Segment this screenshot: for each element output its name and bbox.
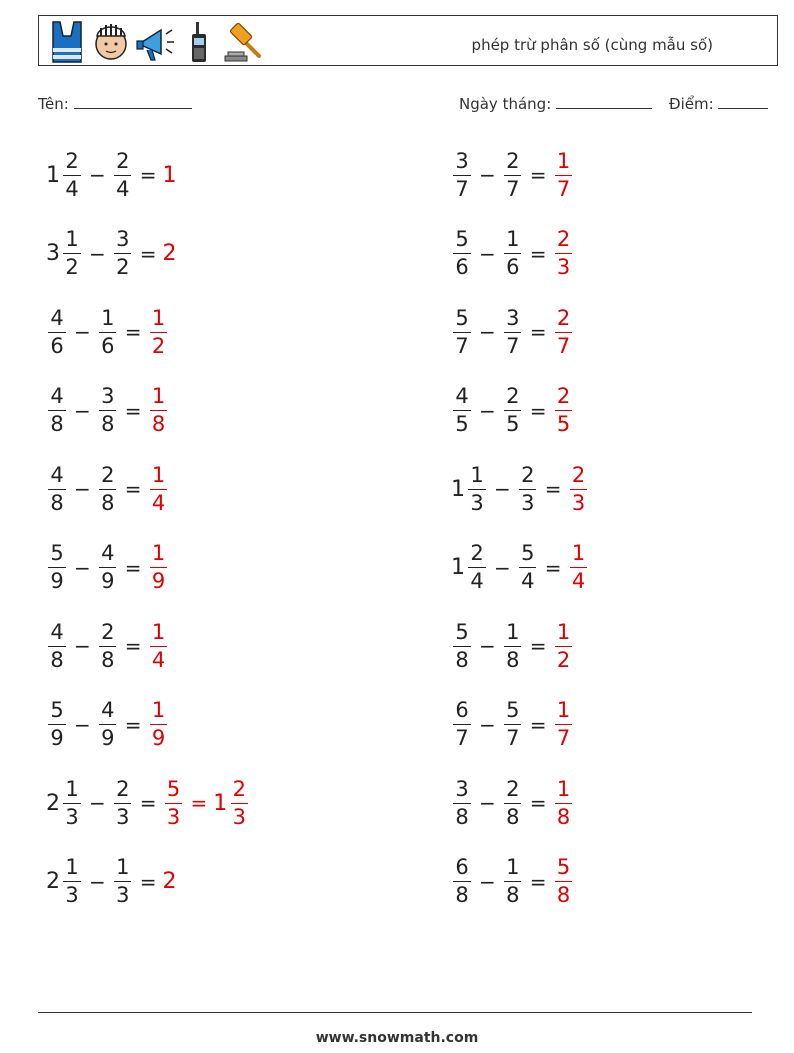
minuend-fraction	[48, 700, 66, 749]
minuend-denominator: 8	[50, 412, 64, 436]
subtrahend-numerator: 1	[506, 855, 520, 879]
subtrahend-denominator: 5	[506, 412, 520, 436]
minuend-denominator: 3	[65, 804, 79, 829]
subtrahend-numerator: 5	[506, 698, 520, 722]
minuend-fraction	[453, 229, 471, 278]
minuend-fraction	[48, 462, 66, 515]
minuend-numerator: 4	[50, 619, 64, 644]
answer-fraction	[555, 776, 573, 829]
answer-fraction	[230, 776, 248, 829]
answer-fraction	[555, 229, 573, 278]
answer-numerator: 1	[151, 305, 166, 330]
minuend-numerator: 5	[50, 541, 64, 565]
answer-numerator: 1	[151, 462, 166, 487]
answer	[553, 857, 575, 906]
minuend-fraction	[48, 543, 66, 592]
minuend-denominator: 4	[65, 176, 79, 201]
minus-sign: −	[479, 634, 496, 658]
subtrahend-numerator: 2	[101, 462, 115, 487]
answer-fraction	[555, 700, 573, 749]
minuend-fraction	[453, 619, 471, 672]
minus-sign: −	[89, 791, 106, 815]
subtrahend-fraction	[504, 619, 522, 672]
equals-sign: =	[124, 320, 142, 344]
answer-denominator: 4	[151, 647, 166, 672]
minuend-fraction	[48, 305, 66, 358]
problem-item	[451, 381, 575, 441]
name-field	[38, 94, 192, 113]
answer-numerator: 1	[556, 698, 571, 722]
minuend-fraction	[453, 148, 471, 201]
equals-sign: =	[529, 712, 547, 737]
answer-fraction	[150, 305, 168, 358]
subtrahend-fraction	[504, 305, 522, 358]
worksheet-title: phép trừ phân số (cùng mẫu số)	[471, 36, 713, 54]
subtrahend-denominator: 6	[101, 333, 115, 358]
minuend-denominator: 2	[65, 255, 79, 279]
answer-numerator: 5	[556, 855, 571, 879]
subtrahend-denominator: 3	[116, 804, 130, 829]
minuend-numerator: 6	[455, 698, 469, 722]
minuend-numerator: 4	[50, 305, 64, 330]
prisoner-face-icon	[89, 18, 133, 66]
minus-sign: −	[74, 477, 91, 501]
subtrahend-denominator: 8	[506, 804, 520, 829]
answer-fraction	[570, 462, 588, 515]
minuend-denominator: 3	[470, 490, 484, 515]
problem-item	[46, 852, 177, 912]
answer-denominator: 2	[556, 647, 571, 672]
minuend-numerator: 1	[65, 855, 79, 879]
answer-whole: 1	[213, 790, 228, 816]
minuend-fraction	[453, 386, 471, 435]
subtrahend-denominator: 8	[506, 647, 520, 672]
equals-sign: =	[139, 869, 157, 894]
minus-sign: −	[89, 241, 106, 266]
equals-sign: =	[124, 477, 142, 501]
minuend-numerator: 6	[455, 855, 469, 879]
answer-numerator: 1	[151, 619, 166, 644]
subtrahend-denominator: 2	[116, 255, 130, 279]
subtrahend-numerator: 2	[116, 148, 130, 173]
subtrahend-fraction	[519, 543, 537, 592]
answer-fraction	[150, 619, 168, 672]
answer	[568, 543, 590, 592]
answer-denominator: 3	[556, 255, 571, 279]
subtrahend-denominator: 9	[101, 726, 115, 750]
answer-fraction	[150, 462, 168, 515]
problem-item	[451, 695, 575, 755]
equals-sign: =	[529, 791, 547, 815]
minuend-fraction	[63, 857, 81, 906]
minuend-denominator: 7	[455, 333, 469, 358]
answer-numerator: 2	[556, 227, 571, 251]
answer-fraction	[555, 619, 573, 672]
answer	[163, 241, 177, 266]
answer-fraction	[150, 543, 168, 592]
equals-sign: =	[529, 869, 547, 894]
subtrahend-numerator: 3	[101, 384, 115, 408]
minuend-numerator: 1	[470, 462, 484, 487]
walkie-talkie-icon	[177, 18, 221, 66]
answer-fraction	[165, 776, 183, 829]
minuend-denominator: 6	[50, 333, 64, 358]
equals-sign: =	[139, 791, 157, 815]
subtrahend-fraction	[504, 857, 522, 906]
answer-numerator: 1	[571, 541, 586, 565]
minuend-denominator: 3	[65, 883, 79, 907]
subtrahend-fraction	[519, 462, 537, 515]
answer	[553, 386, 575, 435]
answer-numerator: 1	[151, 541, 166, 565]
subtrahend-fraction	[99, 386, 117, 435]
answer-denominator: 3	[166, 804, 181, 829]
minus-sign: −	[479, 320, 496, 344]
minuend-numerator: 1	[65, 227, 79, 251]
answer-denominator: 8	[556, 883, 571, 907]
subtrahend-denominator: 8	[101, 647, 115, 672]
minuend-fraction	[63, 229, 81, 278]
subtrahend-denominator: 6	[506, 255, 520, 279]
subtrahend-denominator: 8	[506, 883, 520, 907]
safety-vest-icon	[45, 18, 89, 66]
subtrahend-denominator: 7	[506, 333, 520, 358]
subtrahend-fraction	[99, 543, 117, 592]
subtrahend-numerator: 4	[101, 698, 115, 722]
minus-sign: −	[494, 477, 511, 501]
subtrahend-fraction	[504, 776, 522, 829]
subtrahend-denominator: 7	[506, 176, 520, 201]
name-blank	[74, 94, 192, 109]
gavel-icon	[221, 18, 265, 66]
subtrahend-numerator: 2	[506, 384, 520, 408]
equals-sign: =	[124, 398, 142, 423]
minus-sign: −	[479, 869, 496, 894]
minuend-numerator: 4	[455, 384, 469, 408]
worksheet-header	[38, 15, 778, 66]
minus-sign: −	[479, 712, 496, 737]
subtrahend-denominator: 8	[101, 490, 115, 515]
subtrahend-denominator: 3	[116, 883, 130, 907]
score-blank	[718, 94, 768, 109]
problem-item	[46, 459, 170, 519]
minuend-fraction	[468, 543, 486, 592]
problem-item	[451, 538, 590, 598]
subtrahend-numerator: 2	[101, 619, 115, 644]
minuend-denominator: 8	[50, 490, 64, 515]
answer	[553, 305, 575, 358]
minus-sign: −	[479, 241, 496, 266]
date-blank	[556, 94, 652, 109]
answer-denominator: 7	[556, 176, 571, 201]
minuend-numerator: 2	[470, 541, 484, 565]
minuend-denominator: 9	[50, 569, 64, 593]
answer	[148, 386, 170, 435]
equals-sign: =	[544, 555, 562, 580]
answer-denominator: 4	[571, 569, 586, 593]
subtrahend-numerator: 1	[506, 227, 520, 251]
subtrahend-fraction	[99, 305, 117, 358]
problem-item	[451, 145, 575, 205]
equals-sign: =	[529, 320, 547, 344]
problem-item	[451, 459, 590, 519]
minuend-numerator: 3	[455, 148, 469, 173]
minuend-numerator: 5	[455, 227, 469, 251]
answer	[553, 148, 575, 201]
answer-integer: 1	[162, 162, 177, 188]
subtrahend-denominator: 7	[506, 726, 520, 750]
answer-denominator: 5	[556, 412, 571, 436]
subtrahend-numerator: 1	[506, 619, 520, 644]
subtrahend-fraction	[504, 148, 522, 201]
equals-sign: =	[529, 634, 547, 658]
minuend-numerator: 3	[455, 776, 469, 801]
minuend-fraction	[453, 857, 471, 906]
answer-fraction	[570, 543, 588, 592]
answer	[568, 462, 590, 515]
answer-denominator: 9	[151, 726, 166, 750]
minuend-denominator: 8	[455, 804, 469, 829]
subtrahend-fraction	[504, 229, 522, 278]
answer	[553, 776, 575, 829]
answer-numerator: 1	[556, 148, 571, 173]
equals-sign: =	[139, 163, 157, 187]
problem-item	[46, 538, 170, 598]
subtrahend-fraction	[114, 148, 132, 201]
minuend-numerator: 5	[455, 305, 469, 330]
minus-sign: −	[479, 791, 496, 815]
answer	[553, 700, 575, 749]
minuend-numerator: 4	[50, 384, 64, 408]
answer	[163, 869, 177, 894]
answer	[148, 462, 170, 515]
equals-sign: =	[529, 398, 547, 423]
equals-sign: =	[124, 712, 142, 737]
name-label: Tên:	[38, 95, 69, 113]
answer-denominator: 3	[232, 804, 246, 829]
subtrahend-numerator: 4	[101, 541, 115, 565]
answer-fraction	[555, 305, 573, 358]
subtrahend-fraction	[114, 229, 132, 278]
answer-denominator: 3	[571, 490, 586, 515]
problem-item	[46, 616, 170, 676]
minuend-whole: 2	[46, 790, 60, 816]
answer-fraction	[555, 148, 573, 201]
problem-item	[451, 773, 575, 833]
answer-numerator: 5	[166, 776, 181, 801]
minuend-fraction	[453, 776, 471, 829]
subtrahend-numerator: 1	[116, 855, 130, 879]
date-label: Ngày tháng:	[459, 95, 552, 113]
minuend-fraction	[63, 148, 81, 201]
subtrahend-denominator: 9	[101, 569, 115, 593]
minuend-fraction	[453, 700, 471, 749]
subtrahend-denominator: 3	[521, 490, 535, 515]
subtrahend-fraction	[114, 776, 132, 829]
minuend-denominator: 4	[470, 569, 484, 593]
problem-item	[451, 616, 575, 676]
subtrahend-numerator: 2	[116, 776, 130, 801]
answer-integer: 2	[162, 241, 177, 266]
minuend-fraction	[48, 386, 66, 435]
minus-sign: −	[74, 320, 91, 344]
equals-sign: =	[529, 241, 547, 266]
minuend-denominator: 8	[50, 647, 64, 672]
answer-equals-sign: =	[190, 791, 208, 815]
answer-denominator: 8	[151, 412, 166, 436]
problem-item	[46, 145, 177, 205]
subtrahend-numerator: 2	[521, 462, 535, 487]
minuend-numerator: 4	[50, 462, 64, 487]
answer-denominator: 7	[556, 726, 571, 750]
minus-sign: −	[494, 555, 511, 580]
subtrahend-fraction	[99, 619, 117, 672]
answer	[148, 619, 170, 672]
score-label: Điểm:	[669, 95, 714, 113]
subtrahend-numerator: 3	[506, 305, 520, 330]
subtrahend-fraction	[99, 462, 117, 515]
megaphone-icon	[133, 18, 177, 66]
subtrahend-denominator: 8	[101, 412, 115, 436]
answer	[148, 305, 170, 358]
minuend-fraction	[48, 619, 66, 672]
answer	[163, 163, 177, 188]
minus-sign: −	[89, 869, 106, 894]
problem-item	[46, 381, 170, 441]
equals-sign: =	[544, 477, 562, 501]
answer-numerator: 1	[151, 698, 166, 722]
minuend-denominator: 6	[455, 255, 469, 279]
problem-item	[451, 224, 575, 284]
answer-denominator: 9	[151, 569, 166, 593]
subtrahend-denominator: 4	[521, 569, 535, 593]
minuend-numerator: 5	[455, 619, 469, 644]
answer-fraction	[150, 700, 168, 749]
footer-url: www.snowmath.com	[315, 1030, 479, 1046]
subtrahend-fraction	[504, 700, 522, 749]
score-field	[669, 94, 768, 113]
problem-item	[46, 224, 177, 284]
problem-item	[46, 773, 250, 833]
answer-numerator: 1	[556, 619, 571, 644]
minuend-denominator: 8	[455, 647, 469, 672]
answer	[553, 229, 575, 278]
subtrahend-numerator: 2	[506, 776, 520, 801]
minuend-numerator: 1	[65, 776, 79, 801]
answer-integer: 2	[162, 869, 177, 894]
problem-item	[451, 302, 575, 362]
minus-sign: −	[74, 634, 91, 658]
minuend-denominator: 7	[455, 176, 469, 201]
answer-numerator: 1	[151, 384, 166, 408]
answer	[163, 776, 251, 829]
equals-sign: =	[124, 555, 142, 580]
minus-sign: −	[89, 163, 106, 187]
answer-denominator: 8	[556, 804, 571, 829]
minus-sign: −	[74, 398, 91, 423]
answer-numerator: 2	[232, 776, 246, 801]
minuend-denominator: 7	[455, 726, 469, 750]
answer	[553, 619, 575, 672]
minuend-denominator: 8	[455, 883, 469, 907]
subtrahend-denominator: 4	[116, 176, 130, 201]
answer-fraction	[150, 386, 168, 435]
minuend-whole: 1	[451, 555, 465, 580]
minuend-denominator: 9	[50, 726, 64, 750]
answer-numerator: 2	[571, 462, 586, 487]
minuend-whole: 3	[46, 241, 60, 266]
minus-sign: −	[74, 712, 91, 737]
minuend-fraction	[453, 305, 471, 358]
equals-sign: =	[529, 163, 547, 187]
equals-sign: =	[124, 634, 142, 658]
footer-divider	[38, 1012, 752, 1013]
subtrahend-fraction	[114, 857, 132, 906]
subtrahend-fraction	[99, 700, 117, 749]
subtrahend-numerator: 5	[521, 541, 535, 565]
minus-sign: −	[479, 163, 496, 187]
minuend-whole: 1	[451, 476, 465, 502]
answer-fraction	[555, 386, 573, 435]
problem-item	[46, 695, 170, 755]
answer-denominator: 7	[556, 333, 571, 358]
minus-sign: −	[74, 555, 91, 580]
answer-numerator: 1	[556, 776, 571, 801]
answer	[148, 700, 170, 749]
date-field	[459, 94, 652, 113]
problem-item	[46, 302, 170, 362]
minuend-numerator: 2	[65, 148, 79, 173]
problem-item	[451, 852, 575, 912]
answer	[148, 543, 170, 592]
answer-numerator: 2	[556, 305, 571, 330]
subtrahend-numerator: 3	[116, 227, 130, 251]
minuend-fraction	[63, 776, 81, 829]
minuend-whole: 2	[46, 869, 60, 894]
answer-fraction	[555, 857, 573, 906]
answer-denominator: 2	[151, 333, 166, 358]
minuend-fraction	[468, 462, 486, 515]
minuend-denominator: 5	[455, 412, 469, 436]
minus-sign: −	[479, 398, 496, 423]
subtrahend-numerator: 1	[101, 305, 115, 330]
answer-numerator: 2	[556, 384, 571, 408]
minuend-numerator: 5	[50, 698, 64, 722]
equals-sign: =	[139, 241, 157, 266]
minuend-whole: 1	[46, 162, 60, 188]
subtrahend-fraction	[504, 386, 522, 435]
subtrahend-numerator: 2	[506, 148, 520, 173]
answer-denominator: 4	[151, 490, 166, 515]
